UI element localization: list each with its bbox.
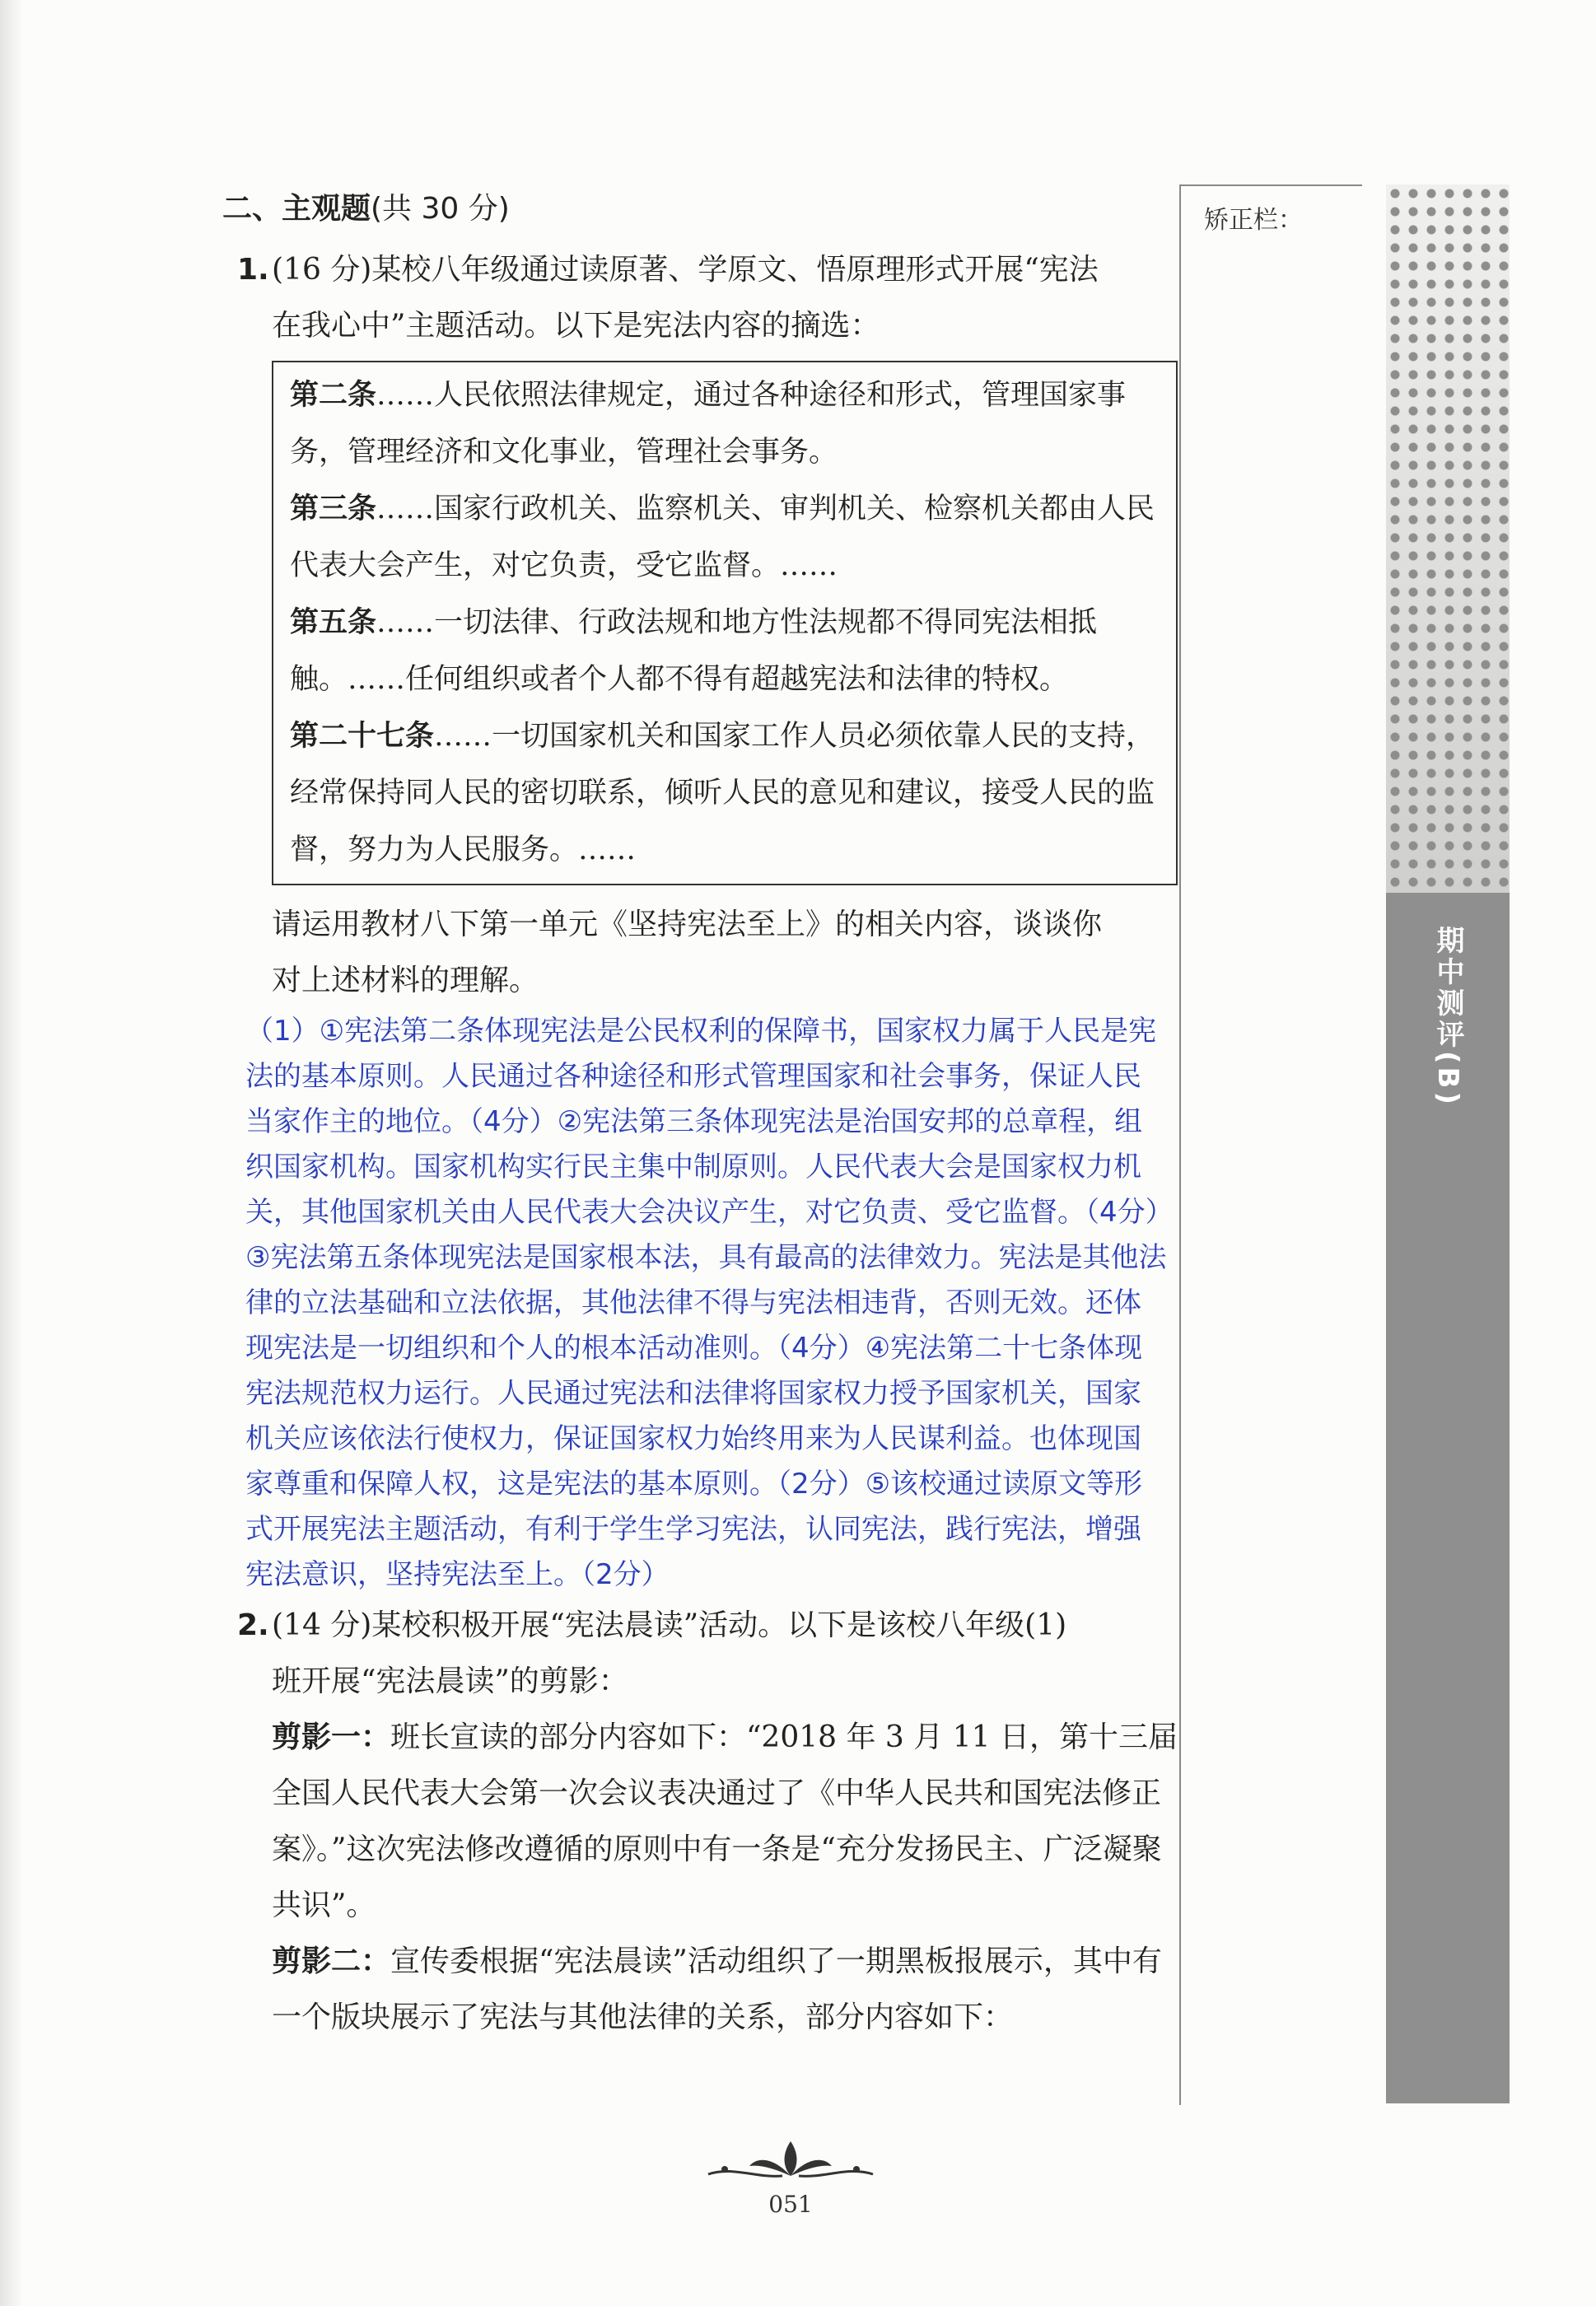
chapter-side-strip bbox=[1386, 184, 1510, 2103]
page-edge-shadow bbox=[0, 0, 23, 2306]
clip-1 bbox=[272, 1710, 1178, 1934]
article-3 bbox=[290, 481, 1161, 595]
constitution-excerpt-box bbox=[272, 361, 1178, 885]
floral-ornament-icon bbox=[700, 2133, 881, 2182]
article-text: ……一切法律、行政法规和地方性法规都不得同宪法相抵触。……任何组织或者个人都不得有超越宪法和法律的特权。 bbox=[290, 606, 1098, 696]
clip-2-text: 宣传委根据“宪法晨读”活动组织了一期黑板报展示，其中有一个版块展示了宪法与其他法律的关系，部分内容如下： bbox=[272, 1944, 1162, 2034]
correction-label: 矫正栏： bbox=[1204, 206, 1303, 235]
article-text: ……国家行政机关、监察机关、审判机关、检察机关都由人民代表大会产生，对它负责，受它监督。…… bbox=[290, 492, 1155, 582]
article-label: 第二条 bbox=[290, 379, 377, 412]
article-2 bbox=[290, 367, 1161, 481]
clip-2 bbox=[272, 1934, 1178, 2046]
question-1-number: 1. bbox=[237, 253, 269, 287]
question-1-prompt bbox=[272, 897, 1178, 1009]
clip-1-label: 剪影一： bbox=[272, 1720, 391, 1754]
article-label: 第五条 bbox=[290, 606, 377, 639]
clip-1-text: 班长宣读的部分内容如下：“2018 年 3 月 11 日，第十三届全国人民代表大会第一次会议表决通过了《中华人民共和国宪法修正案》。”这次宪法修改遵循的原则中有一条是“充分发扬民主、广泛凝聚共识”。 bbox=[272, 1720, 1178, 1922]
prompt-line2: 对上述材料的理解。 bbox=[272, 964, 539, 997]
prompt-line1: 请运用教材八下第一单元《坚持宪法至上》的相关内容，谈谈你 bbox=[272, 908, 1103, 941]
article-text: ……一切国家机关和国家工作人员必须依靠人民的支持，经常保持同人民的密切联系，倾听人民的意见和建议，接受人民的监督，努力为人民服务。…… bbox=[290, 720, 1155, 866]
question-2 bbox=[222, 1598, 1178, 2046]
halftone-pattern bbox=[1386, 184, 1510, 893]
article-27 bbox=[290, 708, 1161, 879]
correction-column bbox=[1179, 184, 1362, 2105]
article-text: ……人民依照法律规定，通过各种途径和形式，管理国家事务，管理经济和文化事业，管理社会事务。 bbox=[290, 379, 1127, 469]
question-1-intro-line2: 在我心中”主题活动。以下是宪法内容的摘选： bbox=[272, 309, 880, 343]
section-title-text: 二、主观题 bbox=[222, 192, 371, 226]
main-content bbox=[222, 181, 1178, 2046]
section-points: (共 30 分) bbox=[371, 192, 510, 226]
question-1-intro-line1: (16 分)某校八年级通过读原著、学原文、悟原理形式开展“宪法 bbox=[272, 253, 1099, 287]
chapter-tab-label: 期中测评(B) bbox=[1431, 926, 1464, 1108]
article-label: 第二十七条 bbox=[290, 720, 435, 753]
question-2-intro-line2: 班开展“宪法晨读”的剪影： bbox=[272, 1664, 628, 1698]
question-1-answer: （1）①宪法第二条体现宪法是公民权利的保障书，国家权力属于人民是宪法的基本原则。人民通过各种途径和形式管理国家和社会事务，保证人民当家作主的地位。（4分）②宪法第三条体现宪法是治国安邦的总章程，组织国家机构。国家机构实行民主集中制原则。人民代表大会是国家权力机关，其他国家机关由人民代表大会决议产生，对它负责、受它监督。（4分）③宪法第五条体现宪法是国家根本法，具有最高的法律效力。宪法是其他法律的立法基础和立法依据，其他法律不得与宪法相违背，否则无效。还体现宪法是一切组织和个人的根本活动准则。（4分）④宪法第二十七条体现宪法规范权力运行。人民通过宪法和法律将国家权力授予国家机关，国家机关应该依法行使权力，保证国家权力始终用来为人民谋利益。也体现国家尊重和保障人权，这是宪法的基本原则。（2分）⑤该校通过读原文等形式开展宪法主题活动，有利于学生学习宪法，认同宪法，践行宪法，增强宪法意识，坚持宪法至上。（2分） bbox=[245, 1015, 1167, 1591]
article-label: 第三条 bbox=[290, 492, 377, 525]
section-title bbox=[222, 181, 1178, 237]
page-number: 051 bbox=[768, 2191, 813, 2218]
article-5 bbox=[290, 595, 1161, 708]
question-2-intro-line1: (14 分)某校积极开展“宪法晨读”活动。以下是该校八年级(1) bbox=[272, 1608, 1067, 1642]
question-2-number: 2. bbox=[237, 1608, 269, 1642]
clip-2-label: 剪影二： bbox=[272, 1944, 391, 1978]
question-1 bbox=[222, 242, 1178, 354]
